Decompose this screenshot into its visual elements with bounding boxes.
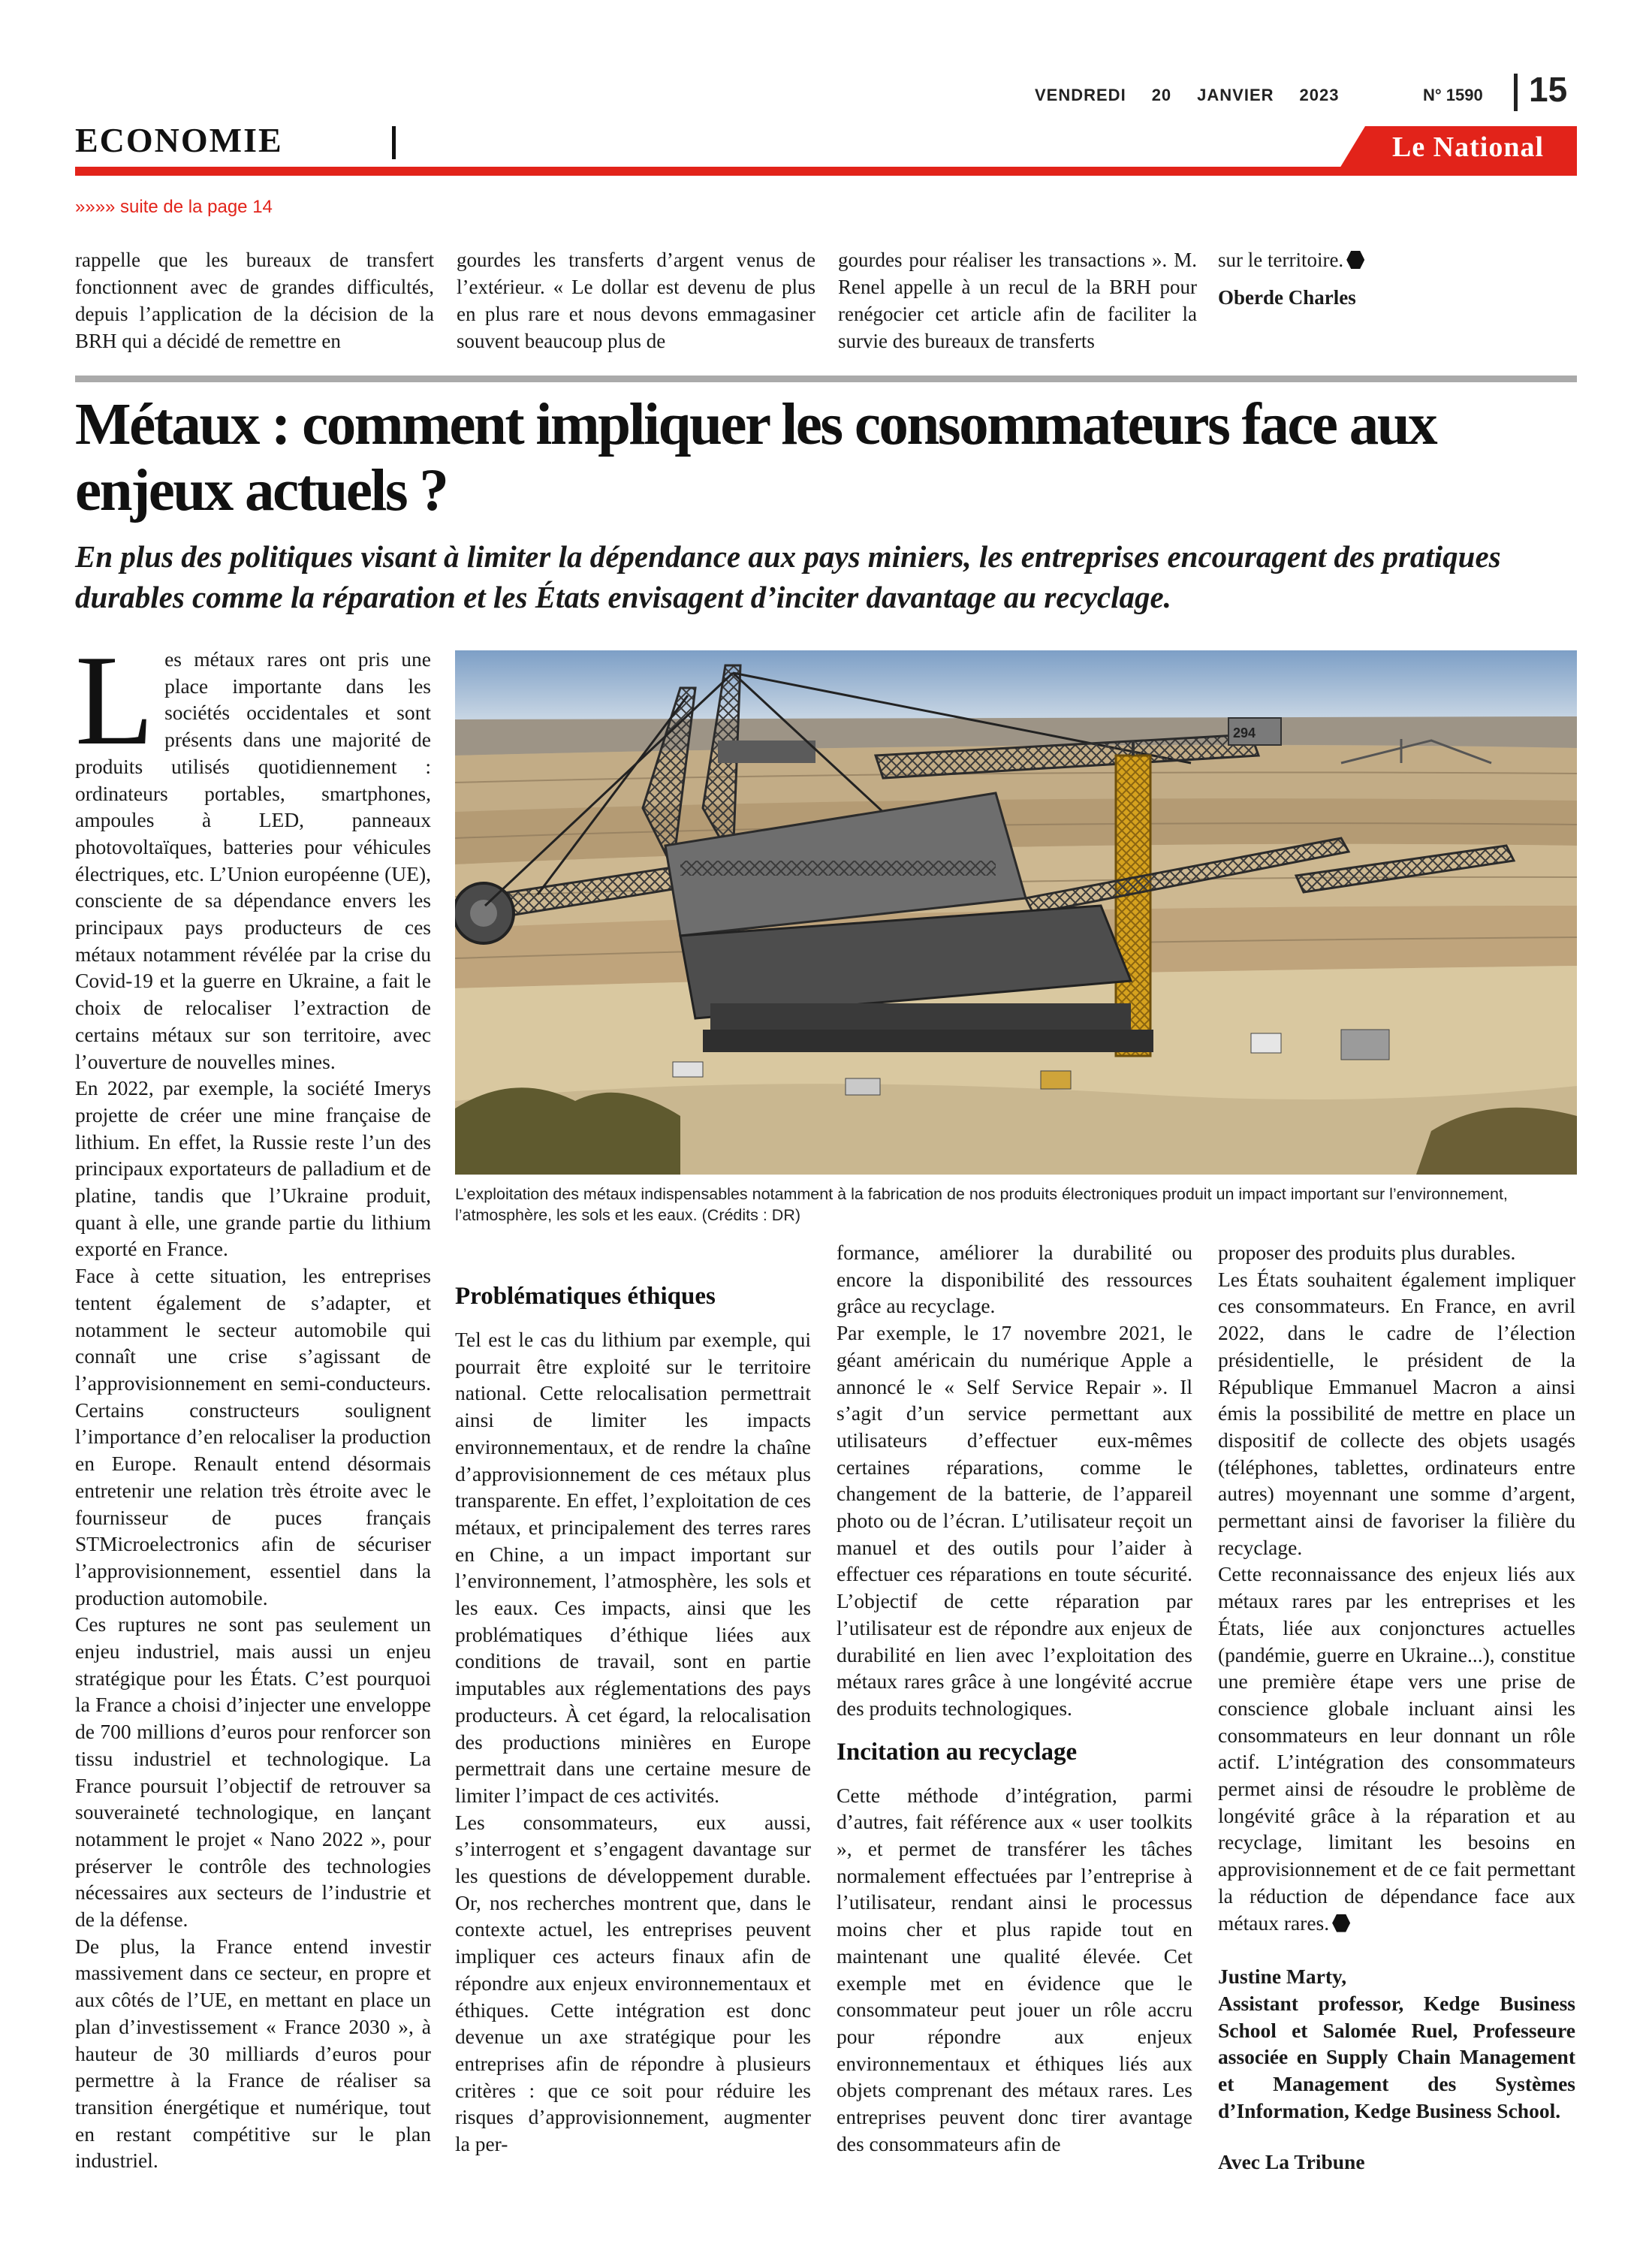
article-paragraph: Les États souhaitent également impliquer ces consommateurs. En France, en avril 2022, dans le cadre de l’élection présidentielle, le président de la République Emmanuel Macron a ainsi émis la possibilité de mettre en place un dispositif de collecte des objets usagés (téléphones, tablettes, ordinateurs entre autres) moyennant une somme d’argent, permettant ainsi de favoriser la filière du recyclage.	[1218, 1267, 1575, 1559]
article-separator	[75, 376, 1577, 382]
article-paragraph: formance, améliorer la durabilité ou encore la disponibilité des ressources grâce au recyclage.	[837, 1241, 1192, 1318]
masthead-divider	[1514, 74, 1518, 111]
prev-article-col-2	[457, 246, 815, 354]
article-paragraph	[1218, 1561, 1575, 1936]
article-col-3	[837, 1239, 1192, 2158]
article-standfirst: En plus des politiques visant à limiter la dépendance aux pays miniers, les entreprises encouragent des pratiques durables comme la réparation et les États envisagent d’inciter davantage au recyclage.	[75, 539, 1501, 614]
prev-article-text: sur le territoire.	[1218, 249, 1344, 271]
prev-article-col-1	[75, 246, 434, 354]
article-col-1	[75, 629, 431, 2174]
section-title: ECONOMIE	[75, 121, 283, 159]
drop-cap: L	[75, 629, 155, 772]
prev-article-text: gourdes pour réaliser les transactions ». M. Renel appelle à un recul de la BRH pour renégocier cet article afin de faciliter la survie des bureaux de transferts	[838, 249, 1197, 352]
page-number: 15	[1529, 70, 1568, 109]
article-paragraph: Cette méthode d’intégration, parmi d’autres, fait référence aux « user toolkits », et permet de transférer les tâches normalement effectuées par l’entreprise à l’utilisateur, rendant ainsi le processus moins cher et plus rapide tout en maintenant une qualité élevée. Cet exemple met en évidence que le consommateur peut jouer un rôle accru pour répondre aux enjeux environnementaux et éthiques liés aux objets comprenant des métaux rares. Les entreprises peuvent donc tirer avantage des consommateurs afin de	[837, 1783, 1192, 2155]
end-mark-icon	[1332, 1914, 1350, 1932]
bucket-wheel-excavator-image	[455, 650, 1577, 1175]
photo-caption: L’exploitation des métaux indispensables notamment à la fabrication de nos produits électroniques produit un impact important sur l’environnement, l’atmosphère, les sols et les eaux. (Crédits : DR)	[455, 1185, 1508, 1224]
article-paragraph	[75, 629, 431, 1075]
subheading-recycling: Incitation au recyclage	[837, 1738, 1078, 1766]
continued-from-link[interactable]: »»»» suite de la page 14	[75, 197, 273, 217]
article-paragraph: En 2022, par exemple, la société Imerys projette de créer une mine française de lithium. En effet, la Russie reste l’un des principaux exportateurs de palladium et de platine, tandis que l’Ukraine produit, quant à elle, une grande partie du lithium exporté en France.	[75, 1076, 431, 1261]
paragraph-text: Cette reconnaissance des enjeux liés aux métaux rares par les entreprises et les États, liée aux conjonctures actuelles (pandémie, guerre en Ukraine...), constitue une première étape vers une prise de conscience globale incluant ainsi les consommateurs en leur donnant un rôle actif. L’intégration des consommateurs permet ainsi de résoudre le problème de longévité grâce à la réparation et au recyclage, limitant les besoins en approvisionnement et de ce fait permettant la réduction de dépendance face aux métaux rares.	[1218, 1562, 1575, 1935]
article-paragraph: proposer des produits plus durables.	[1218, 1241, 1516, 1264]
date-month: JANVIER	[1197, 86, 1274, 104]
article-col-4	[1218, 1239, 1575, 2175]
end-mark-icon	[1346, 251, 1364, 269]
author-name: Justine Marty,	[1218, 1965, 1347, 1989]
issue-date	[1035, 86, 1364, 105]
article-headline: Métaux : comment impliquer les consommateurs face aux enjeux actuels ?	[75, 392, 1436, 523]
prev-article-col-4	[1218, 246, 1577, 311]
section-divider	[392, 126, 396, 159]
issue-number: N° 1590	[1423, 86, 1483, 104]
article-paragraph: Les consommateurs, eux aussi, s’interrogent et s’engagent davantage sur les questions de développement durable. Or, nos recherches montrent que, dans le contexte actuel, les entreprises peuvent impliquer ces acteurs finaux afin de répondre aux enjeux environnementaux et éthiques. Cette intégration est donc devenue un axe stratégique pour les entreprises afin de répondre à plusieurs critères : que ce soit pour réduire les risques d’approvisionnement, augmenter la per-	[455, 1810, 811, 2156]
date-year: 2023	[1299, 86, 1340, 104]
article-paragraph: Ces ruptures ne sont pas seulement un enjeu industriel, mais aussi un enjeu stratégique pour les États. C’est pourquoi la France a choisi d’injecter une enveloppe de 700 millions d’euros pour renforcer son tissu industriel et technologique. La France poursuit l’objectif de retrouver sa souveraineté technologique, en lançant notamment le projet « Nano 2022 », pour préserver le contrôle des technologies nécessaires aux secteurs de l’industrie et de la défense.	[75, 1612, 431, 1932]
article-paragraph: Face à cette situation, les entreprises tentent également de s’adapter, et notamment le secteur automobile qui connaît une crise s’agissant de l’approvisionnement en semi-conducteurs. Certains constructeurs soulignent l’importance d’en relocaliser la production en Europe. Renault entend désormais entretenir une relation très étroite avec le fournisseur de puces français STMicroelectronics afin de sécuriser l’approvisionnement, essentiel dans la production automobile.	[75, 1264, 431, 1609]
prev-article-text: rappelle que les bureaux de transfert fonctionnent avec de grandes difficultés, depuis l’application de la décision de la BRH qui a décidé de remettre en	[75, 249, 434, 352]
article-col-2	[455, 1281, 811, 2158]
machine-label: 294	[1233, 725, 1256, 740]
prev-article-col-3	[838, 246, 1197, 354]
date-day: VENDREDI	[1035, 86, 1126, 104]
date-number: 20	[1151, 86, 1172, 104]
paper-name: Le National	[1391, 131, 1545, 163]
article-paragraph: De plus, la France entend investir massivement dans ce secteur, en propre et aux côtés de l’UE, en mettant en place un plan d’investissement « France 2030 », à hauteur de 30 milliards d’euros pour permettre à la France de réaliser sa transition énergétique et numérique, tout en restant compétitive sur le plan industriel.	[75, 1934, 431, 2173]
prev-article-author: Oberde Charles	[1218, 286, 1356, 309]
article-paragraph: Tel est le cas du lithium par exemple, qui pourrait être exploité sur le territoire national. Cette relocalisation permettrait ainsi de limiter les impacts environnementaux, et de rendre la chaîne d’approvisionnement de ces métaux plus transparente. En effet, l’exploitation de ces métaux, et principalement des terres rares en Chine, a un impact important sur l’environnement, l’atmosphère, les sols et les eaux. Ces impacts, ainsi que les problématiques d’éthique liées aux conditions de travail, sont en partie imputables aux réglementations des pays producteurs. À cet égard, la relocalisation des productions minières en Europe permettrait dans une certaine mesure de limiter l’impact de ces activités.	[455, 1328, 811, 1807]
paragraph-text: es métaux rares ont pris une place importante dans les sociétés occidentales et sont présents dans une majorité de produits utilisés quotidiennement : ordinateurs portables, smartphones, ampoules à LED, panneaux photovoltaïques, batteries pour véhicules électriques, etc. L’Union européenne (UE), consciente de sa dépendance envers les principaux pays producteurs de ces métaux notamment révélée par la crise du Covid-19 et la guerre en Ukraine, a fait le choix de relocaliser l’extraction de certains métaux sur son territoire, avec l’ouverture de nouvelles mines.	[75, 647, 431, 1073]
article-photo	[455, 650, 1577, 1175]
article-paragraph: Par exemple, le 17 novembre 2021, le géant américain du numérique Apple a annoncé le « Self Service Repair ». Il s’agit d’un service permettant aux utilisateurs d’effectuer eux-mêmes certaines réparations, comme le changement de la batterie, de l’appareil photo ou de l’écran. L’utilisateur reçoit un manuel et des outils pour l’aider à effectuer ces réparations en toute sécurité. L’objectif de cette réparation par l’utilisateur est de répondre aux enjeux de durabilité en lien avec l’exploitation des métaux rares grâce à une longévité accrue des produits technologiques.	[837, 1321, 1192, 1720]
subheading-ethics: Problématiques éthiques	[455, 1283, 716, 1310]
prev-article-end	[1218, 246, 1577, 273]
article-source: Avec La Tribune	[1218, 2149, 1365, 2173]
prev-article-text: gourdes les transferts d’argent venus de l’extérieur. « Le dollar est devenu de plus en plus rare et nous devons emmagasiner souvent beaucoup plus de	[457, 249, 815, 352]
author-affiliation: Assistant professor, Kedge Business School et Salomée Ruel, Professeure associée en Supply Chain Management et Management des Systèmes d’Information, Kedge Business School.	[1218, 1991, 1575, 2122]
